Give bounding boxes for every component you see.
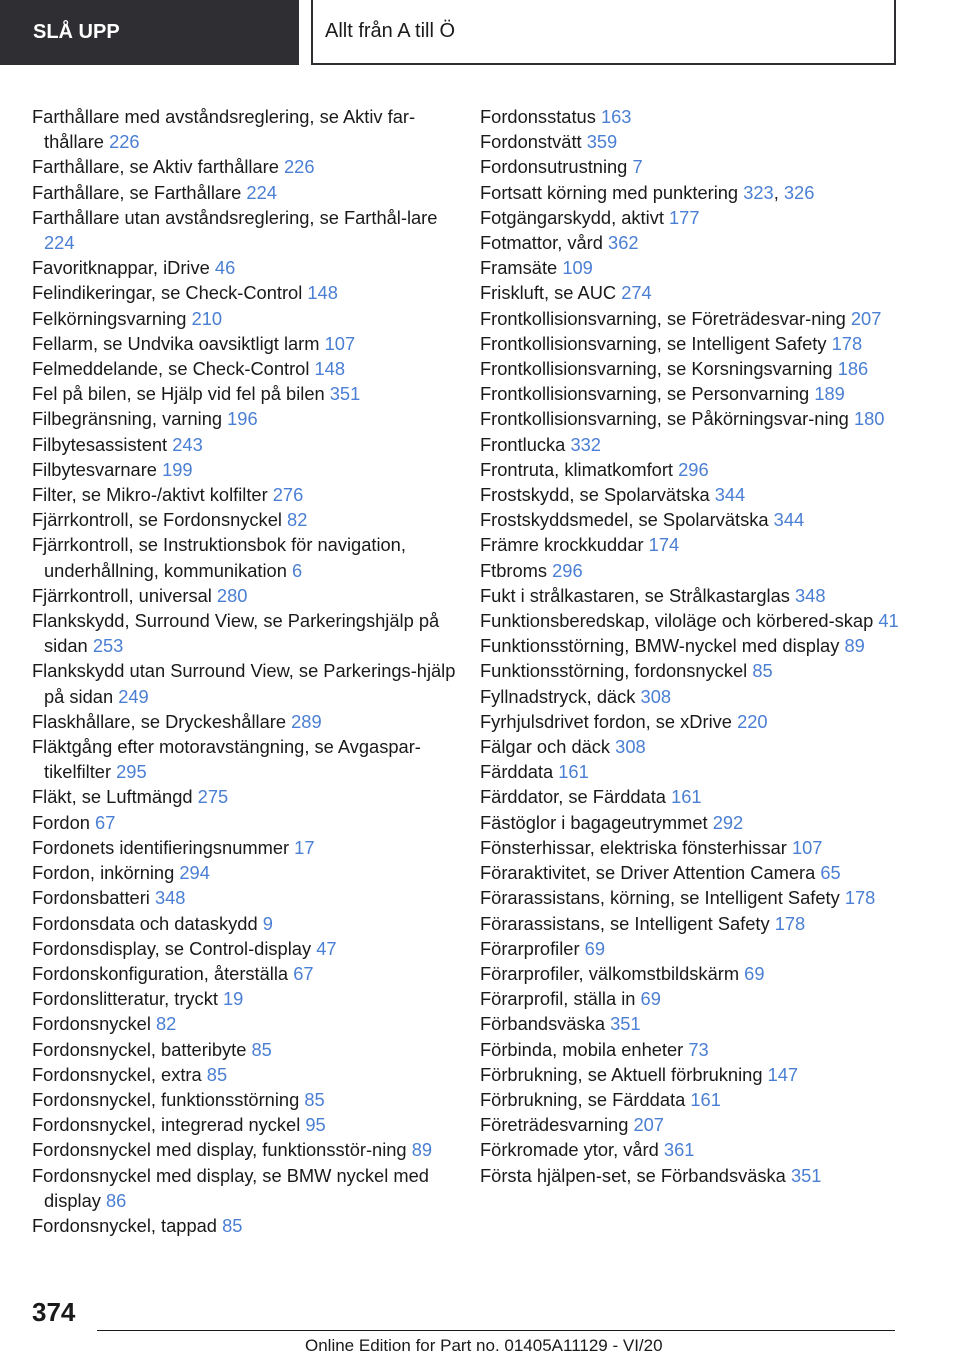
index-entry-label: Funktionsberedskap, viloläge och körbered-skap xyxy=(480,610,874,632)
index-entry-label: Filbegränsning, varning xyxy=(32,408,223,430)
page-link[interactable]: 207 xyxy=(850,307,882,329)
index-entry-label: Frontkollisionsvarning, se Företrädesvar-ning xyxy=(480,307,846,329)
index-entry-label: Fordonsstatus xyxy=(480,106,596,127)
index-entry-label: Fel på bilen, se Hjälp vid fel på bilen xyxy=(32,383,325,405)
index-entry xyxy=(480,331,900,356)
index-entry-label: Förarprofiler, välkomstbildskärm xyxy=(480,962,740,984)
index-entry xyxy=(480,306,900,331)
index-entry xyxy=(32,936,462,961)
page-link[interactable]: 73 xyxy=(688,1038,709,1060)
index-entry xyxy=(480,532,900,557)
index-entry xyxy=(480,1112,900,1137)
index-entry xyxy=(32,1037,462,1062)
index-entry-label: Fordonsbatteri xyxy=(32,887,150,909)
index-entry-label: Fästöglor i bagageutrymmet xyxy=(480,811,708,833)
index-entry xyxy=(480,507,900,532)
index-entry xyxy=(32,154,462,179)
page-link[interactable]: 243 xyxy=(172,433,203,455)
index-entry xyxy=(480,205,900,230)
page-link[interactable]: 177 xyxy=(669,206,700,228)
index-entry-label: Fordonsnyckel, tappad xyxy=(32,1214,217,1236)
page-link[interactable]: 274 xyxy=(621,282,652,304)
index-entry-label: Farthållare, se Farthållare xyxy=(32,181,242,203)
page-link[interactable]: 163 xyxy=(600,106,632,127)
page-link[interactable]: 6 xyxy=(291,559,303,581)
index-entry-label: Fjärrkontroll, se Instruktionsbok för navigation, underhållning, kommunikation xyxy=(32,534,406,581)
index-entry-label: Färddator, se Färddata xyxy=(480,786,666,808)
index-entry-label: Fordonsutrustning xyxy=(480,156,628,178)
index-entry-label: Framsäte xyxy=(480,257,558,279)
index-entry-label: Fyrhjulsdrivet fordon, se xDrive xyxy=(480,710,732,732)
page-link[interactable]: 85 xyxy=(752,660,773,682)
index-entry-label: Fläktgång efter motoravstängning, se Avgaspar-tikelfilter xyxy=(32,736,421,783)
index-entry xyxy=(32,482,462,507)
index-entry-label: Fordon xyxy=(32,811,90,833)
index-entry xyxy=(480,835,900,860)
page-link[interactable]: 296 xyxy=(678,458,709,480)
index-entry xyxy=(32,885,462,910)
index-entry xyxy=(480,911,900,936)
index-entry xyxy=(480,1163,900,1188)
page-link[interactable]: 65 xyxy=(820,862,841,884)
index-entry xyxy=(32,784,462,809)
page-link[interactable]: 351 xyxy=(329,383,361,405)
index-entry-label: Fordonsdata och dataskydd xyxy=(32,912,258,934)
index-entry-label: Frontkollisionsvarning, se Påkörningsvar-ning xyxy=(480,408,849,430)
page-link[interactable]: 186 xyxy=(837,358,869,380)
page-link[interactable]: 249 xyxy=(118,685,149,707)
index-entry-label: Förarassistans, se Intelligent Safety xyxy=(480,912,770,934)
page-link[interactable]: 308 xyxy=(615,736,646,758)
index-column-left xyxy=(32,104,462,1238)
page-link[interactable]: 199 xyxy=(162,458,193,480)
index-entry-label: Första hjälpen-set, se Förbandsväska xyxy=(480,1164,786,1186)
page-link[interactable]: 67 xyxy=(293,962,314,984)
index-entry: Fortsatt körning med punktering 323, 326 xyxy=(480,181,815,203)
page-link[interactable]: 253 xyxy=(92,635,124,657)
page-link[interactable]: 351 xyxy=(790,1164,822,1186)
page-link[interactable]: 189 xyxy=(814,383,845,405)
index-entry xyxy=(32,180,462,205)
index-entry xyxy=(480,759,900,784)
page-link[interactable]: 9 xyxy=(262,912,273,934)
index-entry-label: Frostskyddsmedel, se Spolarvätska xyxy=(480,509,769,531)
index-entry xyxy=(480,1037,900,1062)
index-entry-label: Farthållare, se Aktiv farthållare xyxy=(32,156,279,178)
index-entry xyxy=(480,406,900,431)
index-entry-label: Förbinda, mobila enheter xyxy=(480,1038,684,1060)
index-entry xyxy=(480,381,900,406)
index-entry xyxy=(32,911,462,936)
index-entry-label: Felmeddelande, se Check-Control xyxy=(32,358,310,380)
page-link[interactable]: 89 xyxy=(411,1139,433,1161)
index-entry-label: Favoritknappar, iDrive xyxy=(32,257,210,279)
page-link[interactable]: 161 xyxy=(690,1088,721,1110)
index-entry xyxy=(480,1137,900,1162)
index-entry-label: Fälgar och däck xyxy=(480,736,611,758)
index-entry xyxy=(480,608,900,633)
page-link[interactable]: 280 xyxy=(216,584,248,606)
page-link[interactable]: 178 xyxy=(774,912,806,934)
page-link[interactable]: 308 xyxy=(640,685,672,707)
page-link[interactable]: 89 xyxy=(844,635,865,657)
page-link[interactable]: 323 xyxy=(743,181,774,203)
index-entry-label: Fordonets identifieringsnummer xyxy=(32,836,290,858)
index-entry-label: Fotmattor, vård xyxy=(480,232,603,254)
index-entry xyxy=(32,532,462,582)
page-link[interactable]: 275 xyxy=(197,786,229,808)
index-entry-label: Företrädesvarning xyxy=(480,1114,629,1136)
page-link[interactable]: 296 xyxy=(552,559,583,581)
index-entry-label: Filbytesassistent xyxy=(32,433,168,455)
index-entry-label: Fordonsnyckel, batteribyte xyxy=(32,1038,247,1060)
index-entry xyxy=(480,709,900,734)
page-link[interactable]: 326 xyxy=(783,181,815,203)
index-entry-label: Fordonskonfiguration, återställa xyxy=(32,962,289,984)
index-entry-label: Felkörningsvarning xyxy=(32,307,187,329)
index-entry xyxy=(32,1163,462,1213)
page-link[interactable]: 226 xyxy=(284,156,315,178)
index-entry xyxy=(32,1011,462,1036)
index-entry-label: Fyllnadstryck, däck xyxy=(480,685,636,707)
page-link[interactable]: 351 xyxy=(610,1013,641,1035)
index-entry-label: Fordonsnyckel med display, se BMW nyckel med display xyxy=(32,1164,429,1211)
page-link[interactable]: 359 xyxy=(586,131,618,153)
page-link[interactable]: 46 xyxy=(214,257,236,279)
index-entry-label: Främre krockkuddar xyxy=(480,534,644,556)
page-link[interactable]: 295 xyxy=(116,761,147,783)
index-entry-label: Flaskhållare, se Dryckeshållare xyxy=(32,710,287,732)
index-entry-label: Förbrukning, se Färddata xyxy=(480,1088,686,1110)
index-entry xyxy=(480,633,900,658)
index-entry xyxy=(480,810,900,835)
index-column-right xyxy=(480,104,900,1188)
index-entry xyxy=(32,709,462,734)
index-entry xyxy=(32,860,462,885)
index-entry xyxy=(480,154,900,179)
index-entry-label: Fordonsnyckel, integrerad nyckel xyxy=(32,1114,301,1136)
index-entry-label: Farthållare med avståndsreglering, se Aktiv far-thållare xyxy=(32,106,416,153)
index-entry xyxy=(480,457,900,482)
page-link[interactable]: 178 xyxy=(831,332,863,354)
index-entry-label: Förkromade ytor, vård xyxy=(480,1139,659,1161)
index-entry xyxy=(480,885,900,910)
page-link[interactable]: 82 xyxy=(155,1013,177,1035)
page-link[interactable]: 85 xyxy=(304,1088,325,1110)
index-entry-label: Förbandsväska xyxy=(480,1013,605,1035)
index-entry-label: Föraraktivitet, se Driver Attention Camera xyxy=(480,862,816,884)
index-entry-label: Frostskydd, se Spolarvätska xyxy=(480,484,710,506)
index-entry-label: Filbytesvarnare xyxy=(32,458,157,480)
index-entry-label: Fjärrkontroll, universal xyxy=(32,584,212,606)
index-entry xyxy=(480,784,900,809)
page-link[interactable]: 361 xyxy=(663,1139,695,1161)
index-entry xyxy=(32,331,462,356)
index-entry xyxy=(480,104,900,129)
page-link[interactable]: 161 xyxy=(671,786,702,808)
index-entry-label: Fortsatt körning med punktering xyxy=(480,181,739,203)
index-entry xyxy=(32,1112,462,1137)
index-entry-label: Fordonslitteratur, tryckt xyxy=(32,988,218,1010)
index-entry-label: Flankskydd utan Surround View, se Parkerings-hjälp på sidan xyxy=(32,660,456,707)
page-link[interactable]: 85 xyxy=(206,1063,228,1085)
page-link[interactable]: 174 xyxy=(648,534,680,556)
index-entry-label: Funktionsstörning, fordonsnyckel xyxy=(480,660,748,682)
index-entry xyxy=(480,986,900,1011)
index-entry xyxy=(32,306,462,331)
index-entry xyxy=(480,129,900,154)
index-entry xyxy=(32,1087,462,1112)
index-entry-label: Friskluft, se AUC xyxy=(480,282,617,304)
page-link[interactable]: 196 xyxy=(227,408,258,430)
index-entry-label: Funktionsstörning, BMW-nyckel med display xyxy=(480,635,840,657)
page-link[interactable]: 178 xyxy=(844,887,876,909)
index-entry xyxy=(32,734,462,784)
index-entry xyxy=(480,860,900,885)
index-entry xyxy=(32,1062,462,1087)
index-entry xyxy=(480,734,900,759)
index-entry-label: Felindikeringar, se Check-Control xyxy=(32,282,303,304)
page-link[interactable]: 47 xyxy=(316,937,337,959)
index-entry xyxy=(480,558,900,583)
page-link[interactable]: 107 xyxy=(791,836,823,858)
page-link[interactable]: 7 xyxy=(632,156,643,178)
index-entry xyxy=(480,936,900,961)
page-link[interactable]: 41 xyxy=(878,610,899,632)
index-entry xyxy=(480,356,900,381)
page-link[interactable]: 85 xyxy=(251,1038,272,1060)
page-link[interactable]: 67 xyxy=(95,811,116,833)
index-entry xyxy=(480,583,900,608)
index-entry xyxy=(32,104,462,154)
index-entry xyxy=(32,432,462,457)
page-link[interactable]: 344 xyxy=(714,484,746,506)
chapter-tab-a-to-z[interactable]: Allt från A till Ö xyxy=(311,0,896,65)
index-entry-label: Fordonsnyckel, extra xyxy=(32,1063,202,1085)
index-entry xyxy=(32,255,462,280)
index-entry xyxy=(480,1087,900,1112)
index-entry xyxy=(32,810,462,835)
index-entry xyxy=(32,1213,462,1238)
index-entry xyxy=(32,986,462,1011)
index-entry-label: Fotgängarskydd, aktivt xyxy=(480,206,664,228)
index-entry-label: Frontruta, klimatkomfort xyxy=(480,458,674,480)
index-entry-label: Fukt i strålkastaren, se Strålkastarglas xyxy=(480,584,790,606)
index-entry-label: Fordonstvätt xyxy=(480,131,582,153)
index-entry-label: Fläkt, se Luftmängd xyxy=(32,786,193,808)
index-entry xyxy=(480,684,900,709)
index-entry xyxy=(480,230,900,255)
page-link[interactable]: 19 xyxy=(223,988,244,1010)
index-entry-label: Fordonsnyckel, funktionsstörning xyxy=(32,1088,300,1110)
index-entry xyxy=(32,583,462,608)
page-link[interactable]: 289 xyxy=(291,710,322,732)
index-entry xyxy=(32,280,462,305)
index-entry xyxy=(480,432,900,457)
index-entry-label: Frontkollisionsvarning, se Intelligent Safety xyxy=(480,332,827,354)
index-entry xyxy=(32,406,462,431)
page-link[interactable]: 148 xyxy=(307,282,338,304)
index-entry-label: Fordonsnyckel med display, funktionsstör-ning xyxy=(32,1139,407,1161)
index-entry-label: Ftbroms xyxy=(480,559,548,581)
page-link[interactable]: 69 xyxy=(584,937,605,959)
index-entry-label: Frontlucka xyxy=(480,433,566,455)
index-entry-label: Fordonsdisplay, se Control-display xyxy=(32,937,312,959)
page-link[interactable]: 224 xyxy=(246,181,277,203)
page-link[interactable]: 210 xyxy=(191,307,223,329)
index-entry xyxy=(32,356,462,381)
footer-edition-text: Online Edition for Part no. 01405A11129 - VI/20 xyxy=(305,1336,663,1355)
page-link[interactable]: 109 xyxy=(562,257,593,279)
index-entry-label: Förbrukning, se Aktuell förbrukning xyxy=(480,1063,763,1085)
page-link[interactable]: 107 xyxy=(324,332,356,354)
page-link[interactable]: 147 xyxy=(767,1063,799,1085)
page-link[interactable]: 69 xyxy=(744,962,765,984)
page-number: 374 xyxy=(32,1297,76,1327)
index-entry xyxy=(480,658,900,683)
index-entry-label: Fjärrkontroll, se Fordonsnyckel xyxy=(32,509,282,531)
index-entry xyxy=(32,608,462,658)
page-link[interactable]: 82 xyxy=(287,509,308,531)
page-link[interactable]: 348 xyxy=(794,584,826,606)
index-entry xyxy=(480,1062,900,1087)
index-entry-label: Filter, se Mikro-/aktivt kolfilter xyxy=(32,484,268,506)
page-link[interactable]: 220 xyxy=(737,710,768,732)
index-entry-label: Fordonsnyckel xyxy=(32,1013,151,1035)
index-entry-label: Fellarm, se Undvika oavsiktligt larm xyxy=(32,332,320,354)
index-entry xyxy=(32,457,462,482)
index-entry xyxy=(480,482,900,507)
index-entry xyxy=(32,658,462,708)
page-link[interactable]: 161 xyxy=(558,761,589,783)
page-link[interactable]: 226 xyxy=(109,131,140,153)
index-entry xyxy=(32,205,462,255)
index-entry-label: Färddata xyxy=(480,761,554,783)
index-entry xyxy=(32,961,462,986)
page-link[interactable]: 17 xyxy=(294,836,315,858)
index-entry-label: Förarassistans, körning, se Intelligent Safety xyxy=(480,887,840,909)
index-entry xyxy=(480,255,900,280)
index-entry-label: Förarprofiler xyxy=(480,937,580,959)
index-entry-label: Flankskydd, Surround View, se Parkeringshjälp på sidan xyxy=(32,610,440,657)
index-entry-label: Frontkollisionsvarning, se Personvarning xyxy=(480,383,810,405)
page-link[interactable]: 148 xyxy=(314,358,346,380)
page-link[interactable]: 86 xyxy=(106,1189,127,1211)
index-entry xyxy=(32,507,462,532)
index-entry-label: Fordon, inkörning xyxy=(32,862,175,884)
page-link[interactable]: 207 xyxy=(633,1114,664,1136)
index-entry-label: Frontkollisionsvarning, se Korsningsvarning xyxy=(480,358,833,380)
section-tab-look-up[interactable]: SLÅ UPP xyxy=(0,0,299,65)
page-link[interactable]: 85 xyxy=(222,1214,243,1236)
index-entry-label: Farthållare utan avståndsreglering, se Farthål-lare xyxy=(32,206,438,228)
page-link[interactable]: 180 xyxy=(853,408,885,430)
index-entry xyxy=(32,381,462,406)
page-link[interactable]: 294 xyxy=(179,862,210,884)
page-link[interactable]: 224 xyxy=(44,232,75,254)
page-link[interactable]: 292 xyxy=(712,811,744,833)
page-link[interactable]: 332 xyxy=(570,433,601,455)
page-link[interactable]: 69 xyxy=(640,988,661,1010)
page-link[interactable]: 276 xyxy=(272,484,304,506)
index-entry-label: Förarprofil, ställa in xyxy=(480,988,636,1010)
page-link[interactable]: 344 xyxy=(773,509,805,531)
index-entry xyxy=(480,280,900,305)
footer-divider xyxy=(97,1330,895,1331)
index-entry xyxy=(480,961,900,986)
index-entry xyxy=(32,1137,462,1162)
page-link[interactable]: 95 xyxy=(305,1114,326,1136)
page-link[interactable]: 348 xyxy=(154,887,186,909)
page-link[interactable]: 362 xyxy=(608,232,639,254)
index-entry-label: Fönsterhissar, elektriska fönsterhissar xyxy=(480,836,787,858)
index-entry xyxy=(32,835,462,860)
index-entry xyxy=(480,1011,900,1036)
